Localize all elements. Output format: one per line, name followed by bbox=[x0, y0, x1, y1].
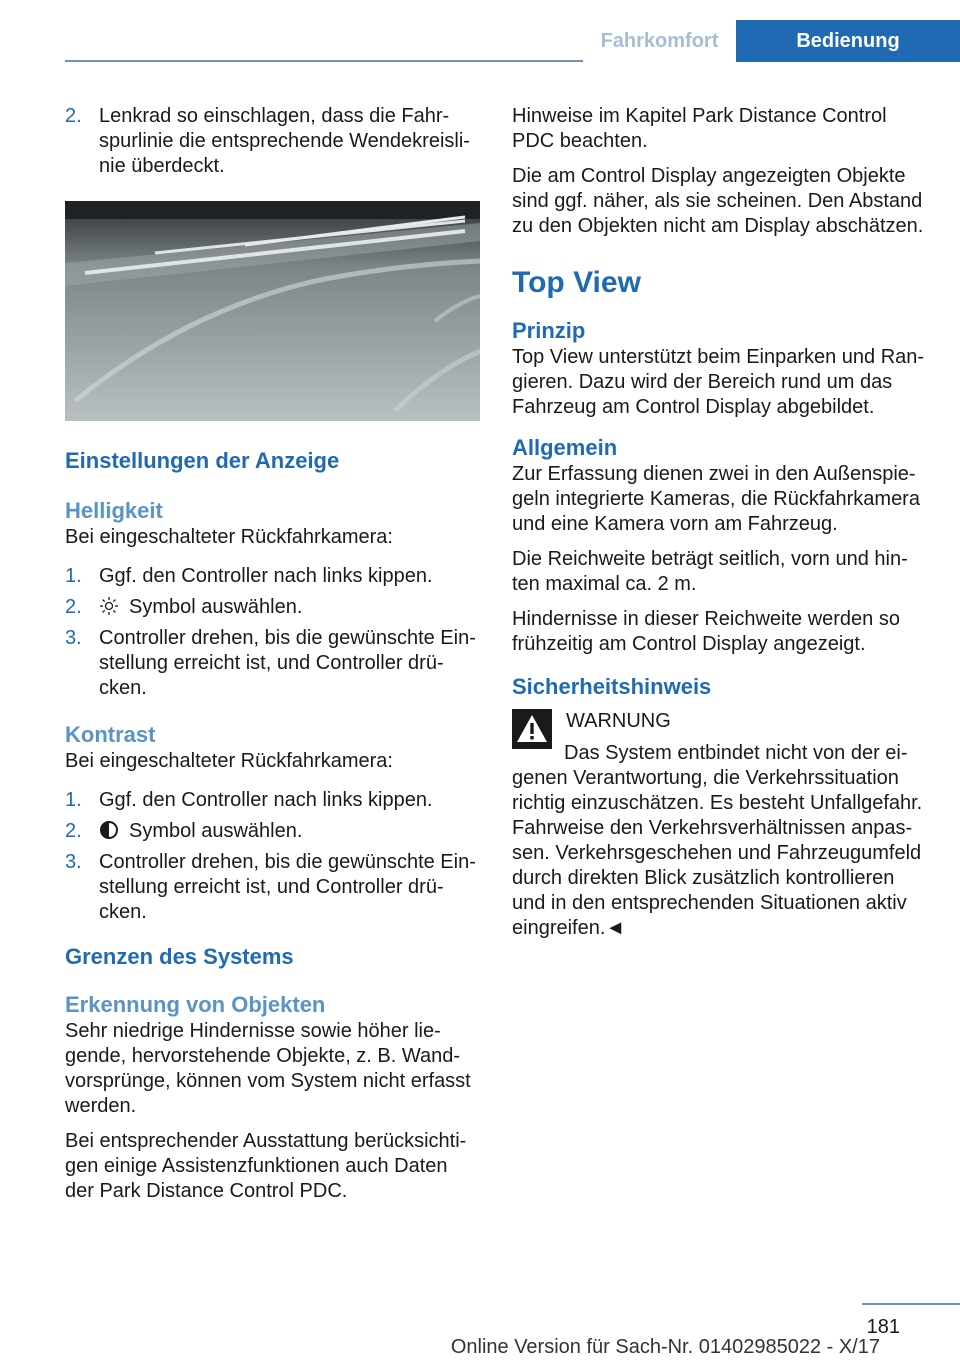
brightness-step bbox=[65, 564, 480, 589]
page-number: 181 bbox=[866, 1316, 900, 1338]
heading-principle: Prinzip bbox=[512, 318, 586, 343]
step-number: 2. bbox=[65, 105, 82, 127]
detection-paragraph-1: Sehr niedrige Hindernisse sowie höher lie-gende, hervorstehende Objekte, z. B. Wand-vorsprünge, können vom System nicht erfasst werden. bbox=[65, 1020, 471, 1117]
heading-safety: Sicherheitshinweis bbox=[512, 674, 712, 699]
right-column bbox=[512, 104, 927, 941]
warning-block bbox=[512, 709, 927, 941]
step-number: 3. bbox=[65, 627, 82, 649]
step-number: 1. bbox=[65, 789, 82, 811]
heading-contrast: Kontrast bbox=[65, 722, 156, 747]
step-number: 2. bbox=[65, 596, 82, 618]
display-hint: Die am Control Display angezeigten Objekte sind ggf. näher, als sie scheinen. Den Abstand zu den Objekten nicht am Display abschätzen. bbox=[512, 165, 924, 237]
left-column bbox=[65, 104, 480, 1214]
tab-bedienung: Bedienung bbox=[736, 20, 960, 62]
step-number: 1. bbox=[65, 565, 82, 587]
warning-title: WARNUNG bbox=[566, 710, 671, 732]
general-paragraph-1: Zur Erfassung dienen zwei in den Außenspie-geln integrierte Kameras, die Rückfahrkamera und eine Kamera vorn am Fahrzeug. bbox=[512, 463, 920, 535]
half-circle-icon bbox=[99, 820, 119, 840]
step-item bbox=[65, 104, 480, 179]
warning-text-body bbox=[512, 741, 927, 941]
warning-text: Das System entbindet nicht von der ei-genen Verantwortung, die Verkehrssituation richtig einzuschätzen. Es besteht Unfallgefahr. Fahrweise den Verkehrsverhältnissen anpas-sen. Verkehrsgeschehen und Fahrzeugumfeld durch direkten Blick zusätzlich kontrollieren und in den entsprechenden Situationen aktiv eingreifen.◄ bbox=[512, 742, 923, 939]
contrast-step bbox=[65, 850, 480, 925]
step-text: Lenkrad so einschlagen, dass die Fahr-spurlinie die entsprechende Wendekreisli-nie überdeckt. bbox=[99, 105, 470, 177]
camera-image bbox=[65, 201, 480, 421]
general-paragraph-2: Die Reichweite beträgt seitlich, vorn und hin-ten maximal ca. 2 m. bbox=[512, 548, 908, 595]
step-text: Ggf. den Controller nach links kippen. bbox=[99, 565, 433, 587]
step-text: Controller drehen, bis die gewünschte Ein-stellung erreicht ist, und Controller drü-cken. bbox=[99, 851, 476, 923]
tab-fahrkomfort: Fahrkomfort bbox=[583, 20, 736, 62]
detection-paragraph-2: Bei entsprechender Ausstattung berücksichti-gen einige Assistenzfunktionen auch Daten der Park Distance Control PDC. bbox=[65, 1130, 467, 1202]
step-text: Symbol auswählen. bbox=[129, 820, 303, 842]
heading-brightness: Helligkeit bbox=[65, 498, 163, 523]
heading-general: Allgemein bbox=[512, 435, 618, 460]
heading-top-view: Top View bbox=[512, 266, 641, 299]
footer-rule bbox=[862, 1303, 960, 1305]
online-version-note: Online Version für Sach-Nr. 01402985022 - X/17 bbox=[450, 1336, 880, 1358]
step-text: Controller drehen, bis die gewünschte Ein-stellung erreicht ist, und Controller drü-cken. bbox=[99, 627, 476, 699]
general-paragraph-3: Hindernisse in dieser Reichweite werden so frühzeitig am Control Display angezeigt. bbox=[512, 608, 900, 655]
step-number: 2. bbox=[65, 820, 82, 842]
heading-limits: Grenzen des Systems bbox=[65, 944, 294, 969]
step-text: Symbol auswählen. bbox=[129, 596, 303, 618]
contrast-intro: Bei eingeschalteter Rückfahrkamera: bbox=[65, 750, 393, 772]
brightness-step bbox=[65, 595, 480, 620]
brightness-step bbox=[65, 626, 480, 701]
step-number: 3. bbox=[65, 851, 82, 873]
contrast-step bbox=[65, 819, 480, 844]
sun-icon bbox=[99, 596, 119, 616]
heading-settings: Einstellungen der Anzeige bbox=[65, 448, 340, 473]
step-text: Ggf. den Controller nach links kippen. bbox=[99, 789, 433, 811]
pdc-hint: Hinweise im Kapitel Park Distance Control PDC beachten. bbox=[512, 105, 887, 152]
warning-triangle-icon bbox=[512, 709, 554, 747]
brightness-intro: Bei eingeschalteter Rückfahrkamera: bbox=[65, 526, 393, 548]
principle-paragraph: Top View unterstützt beim Einparken und Ran-gieren. Dazu wird der Bereich rund um das Fahrzeug am Control Display abgebildet. bbox=[512, 346, 925, 418]
contrast-step bbox=[65, 788, 480, 813]
heading-detection: Erkennung von Objekten bbox=[65, 992, 326, 1017]
